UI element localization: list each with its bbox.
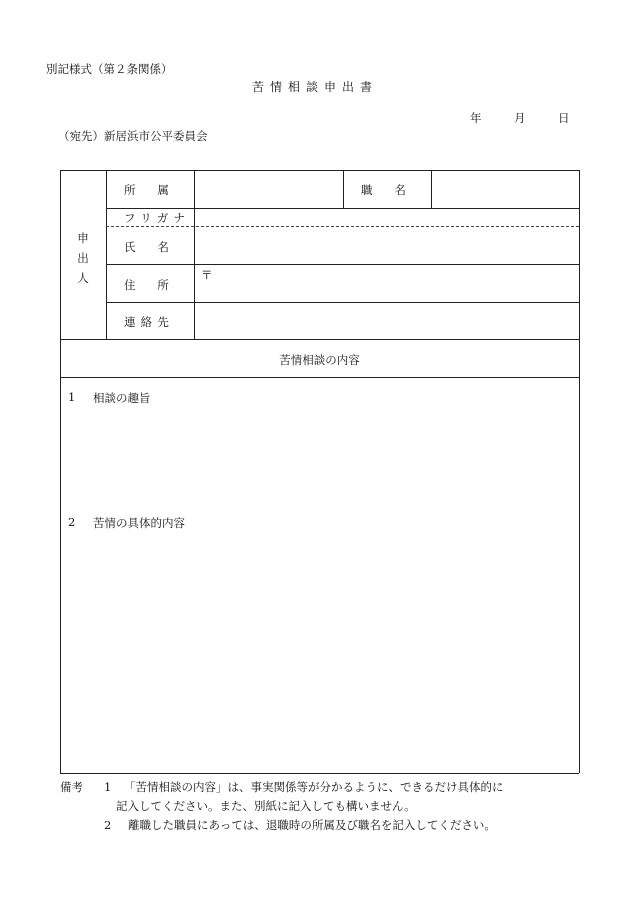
note-number: 1 [104, 780, 112, 794]
table-left-border [60, 170, 61, 773]
note-number: 2 [104, 818, 112, 832]
section2-number: 2 [68, 515, 76, 529]
applicant-divider [106, 170, 107, 339]
date-year-label: 年 [470, 111, 482, 125]
row-line-address [106, 302, 579, 303]
contact-field[interactable] [196, 306, 578, 337]
row-line-contact [60, 339, 579, 340]
applicant-char: 申 [77, 231, 89, 245]
affiliation-divider [343, 170, 344, 208]
date-month-label: 月 [514, 111, 526, 125]
furigana-field[interactable] [196, 210, 578, 225]
address-label: 住所 [124, 278, 191, 292]
affiliation-label: 所属 [124, 183, 191, 197]
row-line-name [106, 264, 579, 265]
row-line-furigana [106, 226, 579, 227]
table-right-border [579, 170, 580, 773]
furigana-label: フリガナ [124, 211, 191, 225]
position-label: 職名 [361, 183, 428, 197]
applicant-char: 人 [77, 271, 89, 285]
section1-label: 相談の趣旨 [93, 391, 151, 405]
table-top-border [60, 170, 579, 171]
section2-field[interactable] [64, 535, 574, 767]
row-line-affiliation [106, 208, 579, 209]
note-text: 離職した職員にあっては、退職時の所属及び職名を記入してください。 [128, 818, 496, 832]
content-header: 苦情相談の内容 [279, 353, 360, 367]
section2-label: 苦情の具体的内容 [93, 516, 185, 530]
date-line [470, 110, 570, 126]
section1-field[interactable] [64, 410, 574, 510]
contact-label: 連絡先 [124, 315, 175, 329]
applicant-char: 出 [77, 251, 89, 265]
date-day-label: 日 [558, 111, 570, 125]
row-line-content-header [60, 377, 579, 378]
notes-label: 備考 [60, 780, 83, 794]
applicant-label [74, 228, 92, 288]
address-field[interactable] [216, 267, 578, 300]
table-bottom-border [60, 773, 579, 774]
section1-number: 1 [68, 390, 76, 404]
name-field[interactable] [196, 230, 578, 262]
note-text: 記入してください。また、別紙に記入しても構いません。 [116, 799, 416, 813]
label-divider [194, 170, 195, 339]
form-label: 別記様式（第２条関係） [46, 62, 173, 76]
postal-mark: 〒 [201, 268, 213, 282]
addressee: （宛先）新居浜市公平委員会 [58, 129, 208, 143]
document-title: 苦情相談申出書 [251, 80, 378, 94]
name-label: 氏名 [124, 240, 191, 254]
position-divider [431, 170, 432, 208]
affiliation-field[interactable] [196, 176, 342, 206]
position-field[interactable] [433, 176, 577, 206]
note-text: 「苦情相談の内容」は、事実関係等が分かるように、できるだけ具体的に [124, 780, 504, 794]
